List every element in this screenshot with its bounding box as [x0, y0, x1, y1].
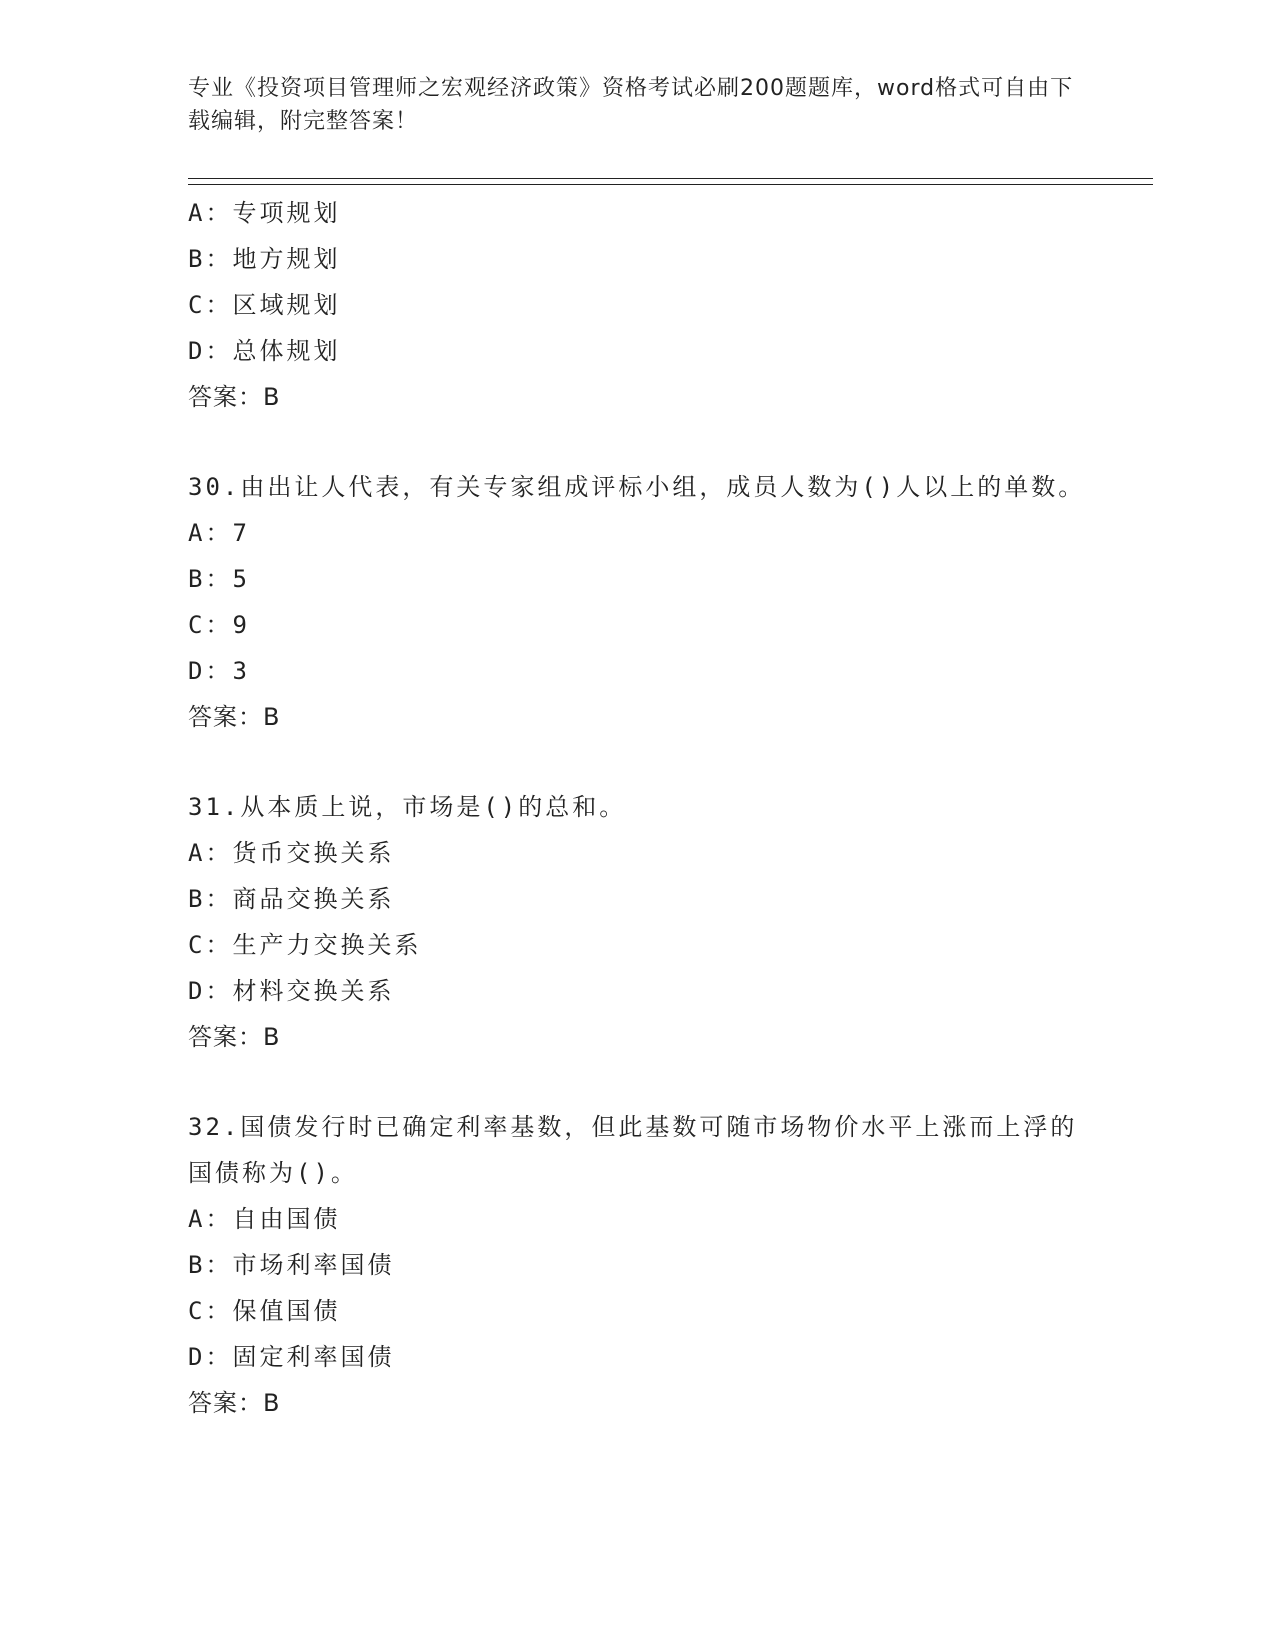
question-stem: 32.国债发行时已确定利率基数，但此基数可随市场物价水平上涨而上浮的国债称为()。 [188, 1113, 1078, 1187]
header-text: 专业《投资项目管理师之宏观经济政策》资格考试必刷200题题库，word格式可自由下载编辑，附完整答案！ [188, 76, 1074, 134]
option-a: A：自由国债 [188, 1205, 341, 1233]
header-divider-top [188, 178, 1153, 179]
question-stem: 30.由出让人代表，有关专家组成评标小组，成员人数为()人以上的单数。 [188, 473, 1086, 501]
option-c: C：区域规划 [188, 291, 341, 319]
option-b: B：5 [188, 565, 250, 593]
option-a: A：专项规划 [188, 199, 341, 227]
spacer [188, 420, 1088, 464]
option-a: A：7 [188, 519, 250, 547]
question-block [188, 784, 1088, 1060]
option-d: D：材料交换关系 [188, 977, 395, 1005]
answer-line: 答案：B [188, 383, 281, 411]
question-list [188, 190, 1088, 1426]
question-block [188, 190, 1088, 420]
spacer [188, 1060, 1088, 1104]
question-block [188, 464, 1088, 740]
option-d: D：固定利率国债 [188, 1343, 395, 1371]
option-c: C：9 [188, 611, 250, 639]
answer-line: 答案：B [188, 1389, 281, 1417]
option-a: A：货币交换关系 [188, 839, 395, 867]
option-c: C：生产力交换关系 [188, 931, 422, 959]
option-b: B：地方规划 [188, 245, 341, 273]
question-block [188, 1104, 1088, 1426]
option-b: B：商品交换关系 [188, 885, 395, 913]
answer-line: 答案：B [188, 1023, 281, 1051]
answer-line: 答案：B [188, 703, 281, 731]
document-header [188, 72, 1088, 138]
option-b: B：市场利率国债 [188, 1251, 395, 1279]
option-c: C：保值国债 [188, 1297, 341, 1325]
option-d: D：3 [188, 657, 250, 685]
option-d: D：总体规划 [188, 337, 341, 365]
question-stem: 31.从本质上说，市场是()的总和。 [188, 793, 627, 821]
header-divider-bottom [188, 184, 1153, 185]
spacer [188, 740, 1088, 784]
